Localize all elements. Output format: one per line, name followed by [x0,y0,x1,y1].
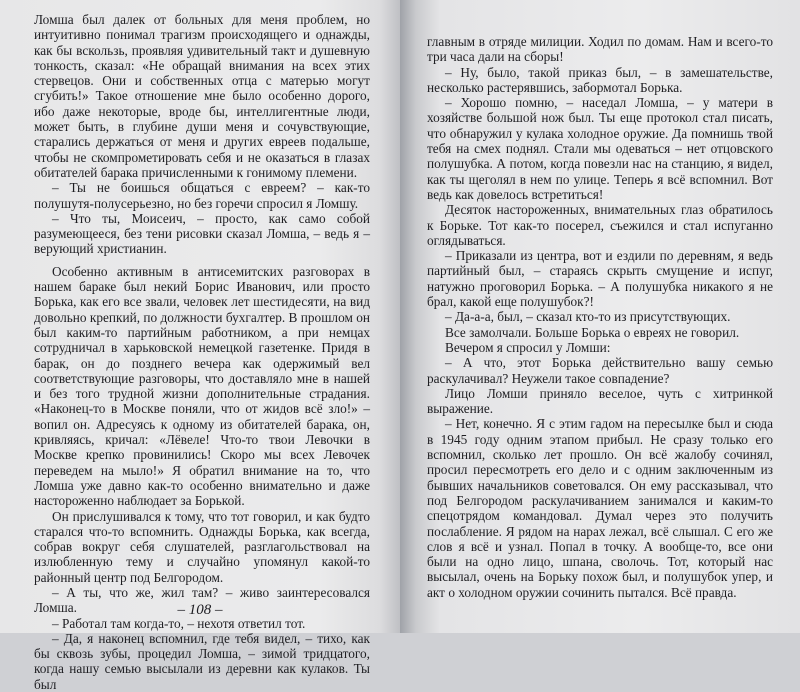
paragraph: – Что ты, Моисеич, – просто, как само собой разумеющееся, без тени рисовки сказал Ломша, – ведь я – верующий христианин. [34,210,370,257]
paragraph: – Да, я наконец вспомнил, где тебя видел, – тихо, как бы сквозь зубы, процедил Ломша, – зимой тридцатого, когда нашу семью высылали из деревни как кулаков. Ты был [34,630,370,692]
paragraph: Десяток настороженных, внимательных глаз обратилось к Борьке. Тот как-то посерел, съежился и стал испуганно оглядываться. [427,202,773,248]
paragraph: Вечером я спросил у Ломши: [445,339,611,355]
paragraph: Все замолчали. Больше Борька о евреях не говорил. [445,324,740,340]
paragraph: – А ты, что же, жил там? – живо заинтересовался Ломша. [34,584,370,616]
paragraph: Особенно активным в антисемитских разговорах в нашем бараке был некий Борис Иванович, или просто Борька, как его все звали, человек лет шестидесяти, на вид довольно крепкий, по должности бухгалтер. В прошлом он был каким-то партийным работником, а при немцах сотрудничал в харьковской немецкой газетенке. Придя в барак, он до позднего вечера как одержимый вел соответствующие разговоры, что доставляло мне в нашей и без того трудной жизни дополнительные страдания. «Наконец-то в Москве поняли, что от жидов всё зло!» – вопил он. Адресуясь к одному из обитателей барака, он, кривляясь, кричал: «Лёвеле! Что-то твои Левочки в Москве крепко провинились! Скоро мы всех Левочек переведем на мыло!» Я обратил внимание на то, что Ломша уже давно как-то особенно внимательно и даже настороженно наблюдает за Борькой. [34,263,370,509]
paragraph: – Приказали из центра, вот и ездили по деревням, я ведь партийный был, – стараясь скрыть смущение и испуг, натужно проговорил Борька. – А полушубка никакого я не брал, какой еще полушубок?! [427,248,773,310]
page-number: – 108 – [177,602,223,618]
paragraph: – А что, этот Борька действительно вашу семью раскулачивал? Неужели такое совпадение? [427,355,773,386]
paragraph: – Работал там когда-то, – нехотя ответил тот. [52,615,306,631]
paragraph: – Да-а-а, был, – сказал кто-то из присутствующих. [445,309,731,325]
right-page [400,0,800,633]
right-page-text [427,34,773,600]
paragraph: – Нет, конечно. Я с этим гадом на пересылке был и сюда в 1945 году одним этапом прибыл. Не сразу только его вспомнил, сколько лет прошло. Он всё жалобу сочинял, просил пересмотреть его дело и с одним заключенным из бывших начальников советовался. Он ему рассказывал, что под Белгородом раскулачиванием занимался и каким-то спецотрядом командовал. Думал через это получить послабление. Я рядом на нарах лежал, всё слышал. С его же слов я всё и узнал. Попал в точку. А вообще-то, все они были на одно лицо, шпана, сволочь. Тот, который нас высылал, очень на Борьку похож был, и полушубок упер, и акт о холодном оружии сочинить пытался. Всё правда. [427,416,773,600]
paragraph: – Ну, было, такой приказ был, – в замешательстве, несколько растерявшись, забормотал Борька. [427,64,773,95]
paragraph: Лицо Ломши приняло веселое, чуть с хитринкой выражение. [427,385,773,417]
paragraph: Ломша был далек от больных для меня проблем, но интуитивно понимал трагизм происходящего и однажды, как бы вскользь, проявляя удивительный такт и душевную тонкость, сказал: «Не обращай внимания на всех этих стервецов. Они и собственных отца с матерью могут сгубить!» Такое отношение мне было особенно дорого, ибо даже некоторые, вроде бы, интеллигентные люди, может быть, в глубине души меня и сочувствующие, старались держаться от меня и других евреев подальше, чтобы не скомпрометировать себя и не оказаться в глазах обитателей барака причисленными к гонимому племени. [34,12,370,180]
left-page-text [34,12,370,692]
paragraph: – Ты не боишься общаться с евреем? – как-то полушутя-полусерьезно, но без горечи спросил я Ломшу. [34,180,370,211]
paragraph: Он прислушивался к тому, что тот говорил, и как будто старался что-то вспомнить. Однажды Борька, как всегда, собрав вокруг себя слушателей, разглагольствовал на излюбленную тему и случайно упомянул какой-то районный центр под Белгородом. [34,508,370,585]
paragraph: главным в отряде милиции. Ходил по домам. Нам и всего-то три часа дали на сборы! [427,34,773,65]
paragraph: – Хорошо помню, – наседал Ломша, – у матери в хозяйстве большой нож был. Ты еще протокол стал писать, что обнаружил у кулака холодное оружие. Да помнишь твой тебя на смех поднял. Стали мы одеваться – нет отцовского полушубка. А потом, когда повезли нас на станцию, я видел, как ты щеголял в нем по улице. Теперь я всё вспомнил. Вот ведь как довелось встретиться! [427,95,773,202]
